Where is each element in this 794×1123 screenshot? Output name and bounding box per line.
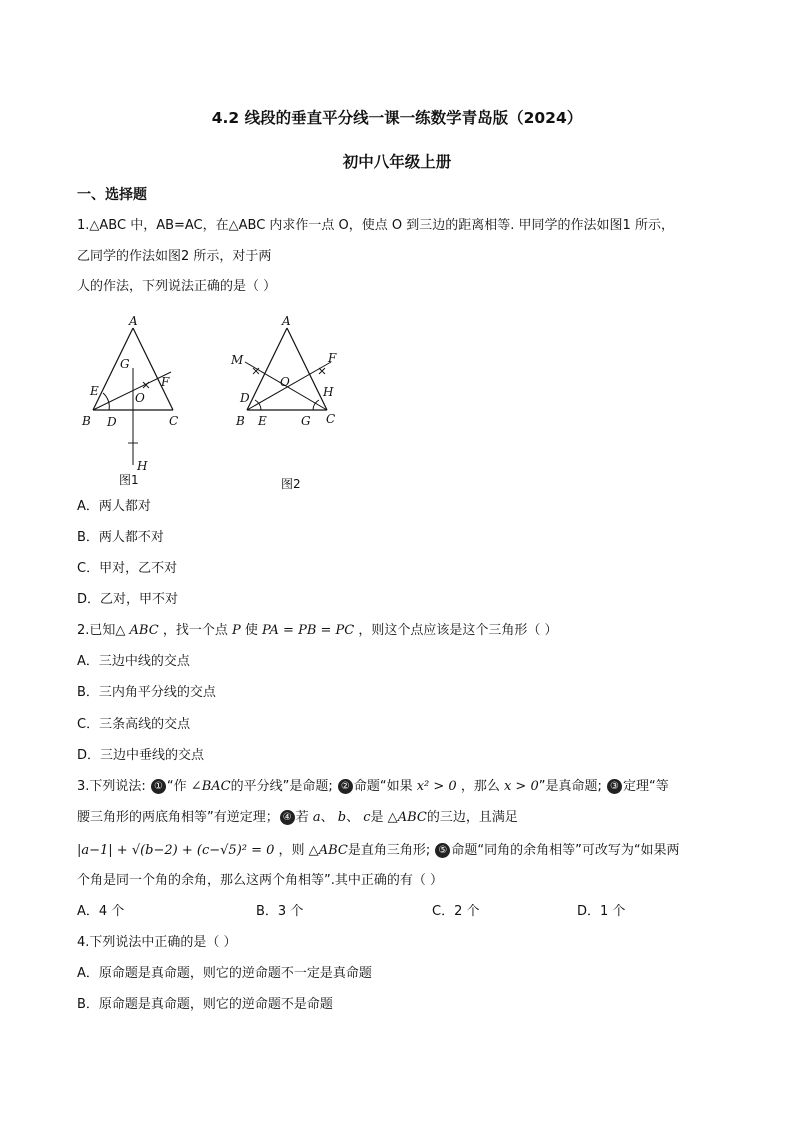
q3-num-2: ②: [338, 779, 353, 794]
q4-option-b: B．原命题是真命题，则它的逆命题不是命题: [77, 997, 333, 1012]
fig1-label-h: H: [137, 459, 148, 473]
fig1-label-f: F: [161, 375, 170, 389]
q3-abc: ABC: [318, 843, 348, 858]
fig1-label-b: B: [82, 414, 91, 428]
q3-text: 命题“同角的余角相等”可改写为“如果两: [451, 843, 680, 858]
q3-var-a: a: [312, 810, 321, 825]
q3-angle-bac: ∠BAC: [190, 779, 231, 794]
q4-stem: 4.下列说法中正确的是（ ）: [77, 935, 237, 950]
fig2-label-b: B: [236, 414, 245, 428]
q2-point-p: P: [231, 623, 241, 638]
fig2-side-ac: [287, 328, 327, 410]
q3-text: 3.下列说法:: [77, 779, 150, 794]
q3-text: 定理“等: [622, 779, 669, 794]
q3-text: 腰三角形的两底角相等”有逆定理；: [77, 810, 279, 825]
q1-stem-line1: 1.△ABC 中，AB=AC，在△ABC 内求作一点 O，使点 O 到三边的距离相等. 甲同学的作法如图1 所示，: [77, 218, 674, 233]
q3-text: ，那么: [456, 779, 504, 794]
q3-text: 、: [320, 810, 338, 825]
fig2-label-f: F: [328, 351, 337, 365]
fig2-label-h: H: [323, 385, 334, 399]
fig1-bisector-bf: [93, 372, 171, 410]
q2-option-a: A．三边中线的交点: [77, 654, 190, 669]
fig1-label-g: G: [120, 357, 130, 371]
fig2-label-o: O: [280, 375, 290, 389]
q2-abc: ABC: [129, 623, 159, 638]
q3-options: [77, 903, 717, 923]
q2-option-b: B．三内角平分线的交点: [77, 685, 216, 700]
q4-option-a: A．原命题是真命题，则它的逆命题不一定是真命题: [77, 966, 372, 981]
figure-2: [225, 310, 355, 495]
q3-num-4: ④: [280, 810, 295, 825]
fig2-label-c: C: [326, 412, 336, 426]
q3-text: “作: [166, 779, 191, 794]
q3-num-3: ③: [607, 779, 622, 794]
q3-text: 命题“如果: [353, 779, 417, 794]
fig2-caption: 图2: [281, 477, 301, 491]
q3-abc: ABC: [397, 810, 427, 825]
q2-text-4: ，则这个点应该是这个三角形（ ）: [354, 623, 558, 638]
fig2-label-m: M: [231, 353, 244, 367]
fig1-label-e: E: [90, 384, 99, 398]
q2-option-d: D．三边中垂线的交点: [77, 748, 205, 763]
fig1-caption: 图1: [119, 473, 139, 487]
fig1-label-o: O: [135, 391, 145, 405]
fig1-arc-b: [103, 393, 109, 410]
q3-option-c: C．2 个: [432, 904, 480, 919]
figure-1: [75, 310, 195, 495]
q3-option-a: A．4 个: [77, 904, 125, 919]
q1-option-a: A．两人都对: [77, 499, 151, 514]
q2-option-c: C．三条高线的交点: [77, 717, 191, 732]
q3-line2: [77, 809, 518, 827]
fig1-label-c: C: [169, 414, 179, 428]
fig1-label-a: A: [129, 314, 138, 328]
q3-line1: [77, 778, 669, 796]
fig2-mark-f: [319, 368, 325, 374]
fig2-label-g: G: [301, 414, 311, 428]
q2-stem: [77, 622, 558, 640]
q3-formula: |a−1| + √(b−2) + (c−√5)² = 0: [77, 843, 275, 858]
q3-text: 是直角三角形;: [347, 843, 435, 858]
fig2-label-a: A: [282, 314, 291, 328]
q1-stem-line3: 人的作法，下列说法正确的是（ ）: [77, 279, 277, 294]
q3-var-c: c: [363, 810, 371, 825]
q3-text: ”是真命题;: [538, 779, 606, 794]
q3-text: 是 △: [370, 810, 398, 825]
section-heading: 一、选择题: [77, 187, 147, 203]
q3-num-5: ⑤: [435, 843, 450, 858]
q2-equation: PA = PB = PC: [261, 623, 355, 638]
fig2-label-d: D: [240, 391, 250, 405]
q3-text: 、: [346, 810, 364, 825]
page-title: 4.2 线段的垂直平分线一课一练数学青岛版（2024）: [211, 109, 583, 127]
q3-text: 的三边，且满足: [426, 810, 518, 825]
q1-option-c: C．甲对，乙不对: [77, 561, 178, 576]
fig2-label-e: E: [258, 414, 267, 428]
q3-text: ，则 △: [274, 843, 319, 858]
q2-text-2: ，找一个点: [158, 623, 232, 638]
q3-num-1: ①: [151, 779, 166, 794]
q3-math-x0: x > 0: [503, 779, 539, 794]
q3-option-d: D．1 个: [577, 904, 626, 919]
q1-option-b: B．两人都不对: [77, 530, 164, 545]
q3-text: 的平分线”是命题;: [230, 779, 337, 794]
q3-var-b: b: [337, 810, 347, 825]
fig1-label-d: D: [107, 415, 117, 429]
q3-math-x2: x² > 0: [416, 779, 457, 794]
q3-option-b: B．3 个: [256, 904, 304, 919]
q3-line3: [77, 842, 680, 860]
q3-line4: 个角是同一个角的余角，那么这两个角相等”.其中正确的有（ ）: [77, 873, 443, 888]
fig2-side-ab: [247, 328, 287, 410]
q2-text-1: 2.已知△: [77, 623, 130, 638]
q1-stem-line2: 乙同学的作法如图2 所示，对于两: [77, 249, 272, 264]
page-subtitle: 初中八年级上册: [342, 153, 452, 171]
q1-option-d: D．乙对，甲不对: [77, 592, 179, 607]
q3-text: 若: [295, 810, 313, 825]
q2-text-3: 使: [240, 623, 262, 638]
